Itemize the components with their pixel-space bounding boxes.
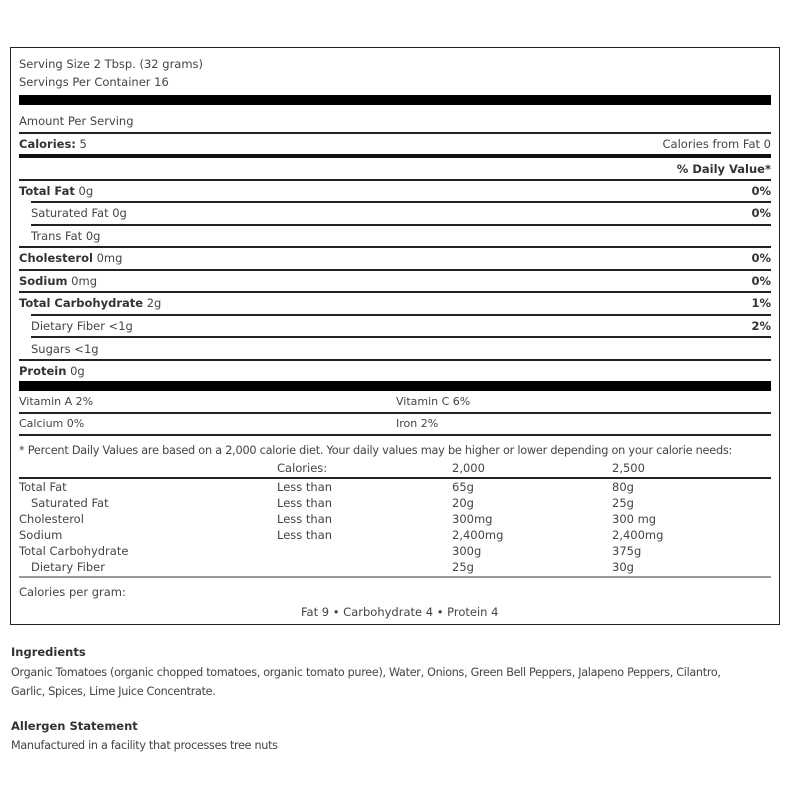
dv-row-2500: 30g (612, 560, 634, 574)
dv-row-nutrient: Total Carbohydrate (19, 544, 129, 558)
calories-per-gram-label: Calories per gram: (19, 585, 126, 599)
nutrient-amount: 2g (143, 296, 162, 310)
nutrient-amount: 0mg (92, 251, 123, 265)
divider (31, 336, 771, 338)
dv-row-nutrient: Saturated Fat (31, 496, 109, 510)
dv-row-2000: 25g (452, 560, 474, 574)
dv-row-nutrient: Cholesterol (19, 512, 84, 526)
divider (31, 201, 771, 203)
nutrient-saturated-fat: Saturated Fat 0g (31, 206, 127, 220)
nutrient-name: Total Carbohydrate (19, 296, 144, 310)
nutrient-dv: 0% (751, 184, 771, 198)
divider-medium (19, 154, 771, 158)
divider (19, 132, 771, 134)
calories-label: Calories: (19, 137, 76, 151)
dv-row-2500: 25g (612, 496, 634, 510)
dv-row-2000: 300mg (452, 512, 493, 526)
ingredients-text-line2: Garlic, Spices, Lime Juice Concentrate. (11, 685, 216, 698)
ingredients-heading: Ingredients (11, 645, 86, 659)
ingredients-text-line1: Organic Tomatoes (organic chopped tomatoes, organic tomato puree), Water, Onions, Green Bell Peppers, Jalapeno Peppers, Cilantro, (11, 666, 721, 679)
dv-row-2000: 300g (452, 544, 482, 558)
dv-row-2500: 80g (612, 480, 634, 494)
dv-header-2000: 2,000 (452, 461, 485, 475)
calories-from-fat: Calories from Fat 0 (662, 137, 771, 151)
divider (31, 314, 771, 316)
nutrient-dv: 0% (751, 206, 771, 220)
calories-row (19, 137, 87, 151)
nutrition-facts-label (10, 47, 780, 625)
amount-per-serving: Amount Per Serving (19, 114, 134, 128)
nutrient-name: Cholesterol (19, 251, 93, 265)
dv-row-2000: 2,400mg (452, 528, 504, 542)
nutrient-protein (19, 364, 85, 378)
vitamin-a: Vitamin A 2% (19, 395, 94, 408)
divider (19, 576, 771, 578)
allergen-heading: Allergen Statement (11, 719, 138, 733)
dv-row-2000: 65g (452, 480, 474, 494)
dv-header-calories: Calories: (277, 461, 328, 475)
nutrient-amount: 0g (74, 184, 94, 198)
nutrient-amount: 0g (66, 364, 85, 378)
dv-header-2500: 2,500 (612, 461, 645, 475)
divider (31, 224, 771, 226)
allergen-text: Manufactured in a facility that processes tree nuts (11, 739, 278, 752)
divider (19, 434, 771, 436)
nutrient-dv: 0% (751, 274, 771, 288)
nutrient-sodium (19, 274, 97, 288)
dv-row-2500: 375g (612, 544, 642, 558)
divider (19, 477, 771, 479)
daily-value-header: % Daily Value* (676, 162, 771, 176)
dv-row-2500: 2,400mg (612, 528, 664, 542)
dv-row-nutrient: Total Fat (19, 480, 67, 494)
nutrient-total-carbohydrate (19, 296, 161, 310)
dv-row-qualifier: Less than (277, 528, 333, 542)
nutrient-amount: 0mg (67, 274, 98, 288)
calcium: Calcium 0% (19, 417, 85, 430)
dv-row-nutrient: Dietary Fiber (31, 560, 105, 574)
nutrient-dietary-fiber: Dietary Fiber <1g (31, 319, 133, 333)
nutrient-dv: 2% (751, 319, 771, 333)
nutrient-trans-fat: Trans Fat 0g (31, 229, 101, 243)
divider (19, 179, 771, 181)
nutrient-name: Total Fat (19, 184, 75, 198)
dv-row-qualifier: Less than (277, 512, 333, 526)
dv-row-qualifier: Less than (277, 496, 333, 510)
nutrient-dv: 0% (751, 251, 771, 265)
divider (19, 359, 771, 361)
daily-value-footnote: * Percent Daily Values are based on a 2,000 calorie diet. Your daily values may be higher or lower depending on your calorie needs: (19, 444, 733, 457)
calories-per-gram-values: Fat 9 • Carbohydrate 4 • Protein 4 (301, 605, 499, 619)
dv-row-2500: 300 mg (612, 512, 657, 526)
divider (19, 269, 771, 271)
iron: Iron 2% (396, 417, 439, 430)
servings-per-container: Servings Per Container 16 (19, 75, 169, 89)
calories-value: 5 (75, 137, 87, 151)
divider (19, 246, 771, 248)
divider-thick (19, 95, 771, 105)
nutrient-sugars: Sugars <1g (31, 342, 99, 356)
nutrient-dv: 1% (751, 296, 771, 310)
dv-row-2000: 20g (452, 496, 474, 510)
divider-thick (19, 381, 771, 391)
nutrient-name: Sodium (19, 274, 68, 288)
nutrient-total-fat (19, 184, 93, 198)
nutrient-name: Protein (19, 364, 67, 378)
divider (19, 412, 771, 414)
nutrient-cholesterol (19, 251, 122, 265)
vitamin-c: Vitamin C 6% (396, 395, 471, 408)
serving-size: Serving Size 2 Tbsp. (32 grams) (19, 57, 204, 71)
divider (19, 291, 771, 293)
dv-row-nutrient: Sodium (19, 528, 63, 542)
dv-row-qualifier: Less than (277, 480, 333, 494)
